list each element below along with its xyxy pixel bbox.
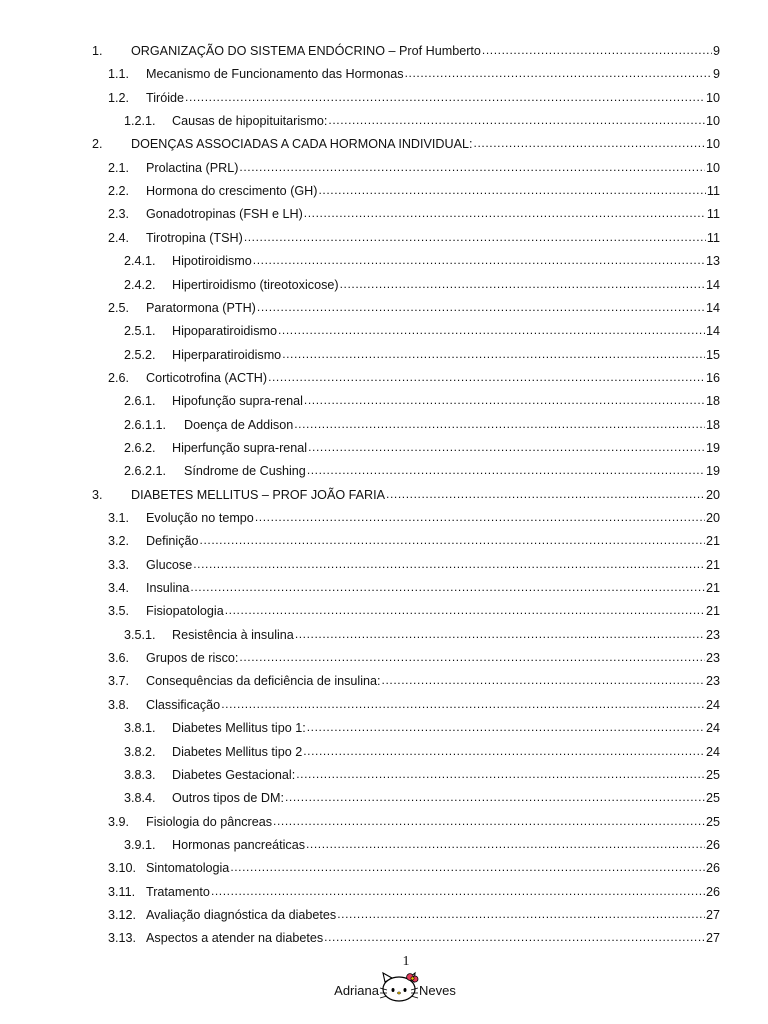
toc-entry[interactable] [108, 206, 720, 222]
toc-entry-page: 18 [705, 394, 720, 409]
toc-entry-number: 3.8.1. [124, 721, 156, 736]
toc-entry-page: 9 [712, 67, 720, 82]
author-last-name: Neves [418, 983, 456, 998]
toc-dot-leader [273, 814, 705, 826]
toc-entry-title: Evolução no tempo [146, 511, 254, 525]
toc-entry-title: Diabetes Mellitus tipo 1: [172, 721, 306, 736]
toc-dot-leader [296, 767, 705, 779]
toc-entry-number: 2.6.2.1. [124, 464, 167, 479]
toc-entry-title: Hormona do crescimento (GH) [146, 184, 318, 199]
toc-dot-leader [282, 347, 705, 359]
toc-entry-page: 19 [705, 440, 720, 455]
toc-entry-page: 26 [705, 884, 720, 899]
toc-entry-title: Consequências da deficiência de insulina: [146, 674, 381, 689]
toc-entry-number: 3.8.3. [124, 767, 156, 782]
toc-entry-title: ORGANIZAÇÃO DO SISTEMA ENDÓCRINO – Prof Humberto [131, 44, 481, 58]
toc-entry[interactable] [92, 43, 720, 59]
toc-entry-title: Tirotropina (TSH) [146, 230, 243, 245]
toc-dot-leader [239, 160, 705, 172]
toc-dot-leader [190, 580, 705, 592]
toc-entry-number: 3.5.1. [124, 627, 156, 642]
toc-entry[interactable] [108, 650, 720, 666]
toc-dot-leader [307, 720, 705, 732]
toc-entry-title: Grupos de risco: [146, 651, 239, 666]
toc-entry-title: Glucose [146, 557, 193, 572]
toc-dot-leader [253, 253, 705, 265]
toc-entry-page: 27 [705, 907, 720, 922]
toc-entry-number: 3.11. [108, 884, 136, 899]
toc-entry[interactable] [108, 930, 720, 946]
toc-dot-leader [405, 66, 712, 78]
toc-dot-leader [257, 300, 705, 312]
toc-dot-leader [306, 837, 705, 849]
toc-entry[interactable] [108, 814, 720, 830]
toc-entry-number: 3.4. [108, 581, 130, 596]
toc-entry[interactable] [124, 720, 720, 736]
toc-entry[interactable] [124, 253, 720, 269]
toc-entry-title: Fisiopatologia [146, 604, 224, 619]
toc-dot-leader [386, 487, 705, 499]
toc-entry[interactable] [108, 90, 720, 106]
toc-entry[interactable] [108, 370, 720, 386]
toc-entry-title: Síndrome de Cushing [184, 464, 306, 479]
toc-entry-title: Hipoparatiroidismo [172, 324, 277, 339]
toc-entry-page: 21 [705, 604, 720, 619]
toc-entry[interactable] [124, 347, 720, 363]
toc-entry-page: 16 [705, 370, 720, 385]
toc-dot-leader [303, 744, 705, 756]
toc-entry-title: Hipofunção supra-renal [172, 394, 303, 409]
toc-entry[interactable] [92, 136, 720, 152]
toc-entry[interactable] [108, 300, 720, 316]
toc-entry-page: 10 [705, 160, 720, 175]
toc-entry-number: 3.5. [108, 604, 130, 619]
toc-entry-number: 3.12. [108, 907, 137, 922]
toc-entry-title: Hiperfunção supra-renal [172, 440, 308, 455]
toc-dot-leader [239, 650, 705, 662]
page-footer [0, 970, 768, 1004]
toc-entry[interactable] [108, 907, 720, 923]
toc-entry[interactable] [108, 230, 720, 246]
toc-dot-leader [185, 90, 705, 102]
toc-entry-number: 3.9.1. [124, 837, 156, 852]
toc-dot-leader [308, 440, 705, 452]
toc-entry-number: 2.4.2. [124, 277, 156, 292]
toc-entry-page: 18 [705, 417, 720, 432]
toc-entry-number: 3.7. [108, 674, 130, 689]
toc-entry[interactable] [108, 533, 720, 549]
toc-entry-number: 1. [92, 44, 103, 58]
toc-entry-number: 3.1. [108, 511, 130, 525]
toc-dot-leader [255, 510, 705, 522]
toc-entry[interactable] [108, 884, 720, 900]
toc-entry-number: 3.2. [108, 534, 130, 549]
toc-entry-title: Hormonas pancreáticas [172, 837, 305, 852]
toc-entry[interactable] [108, 160, 720, 176]
toc-entry-number: 3.10. [108, 861, 137, 876]
toc-dot-leader [337, 907, 705, 919]
toc-entry-page: 21 [705, 581, 720, 596]
toc-entry[interactable] [124, 837, 720, 853]
toc-entry-title: Sintomatologia [146, 861, 230, 876]
toc-entry-page: 10 [705, 90, 720, 105]
toc-entry-title: Aspectos a atender na diabetes [146, 931, 324, 946]
toc-entry-number: 2. [92, 137, 103, 152]
toc-entry[interactable] [124, 744, 720, 760]
toc-entry-page: 27 [705, 931, 720, 946]
toc-dot-leader [304, 206, 706, 218]
toc-entry-number: 2.2. [108, 184, 130, 199]
toc-dot-leader [278, 323, 705, 335]
toc-entry[interactable] [108, 510, 720, 526]
toc-entry-page: 23 [705, 627, 720, 642]
toc-entry-page: 21 [705, 557, 720, 572]
toc-entry-title: Outros tipos de DM: [172, 791, 284, 806]
toc-entry-number: 2.5. [108, 300, 130, 315]
toc-entry-number: 3.8.4. [124, 791, 156, 806]
toc-entry-number: 3.3. [108, 557, 130, 572]
toc-entry-title: Hipertiroidismo (tireotoxicose) [172, 277, 339, 292]
toc-dot-leader [324, 930, 705, 942]
toc-entry[interactable] [124, 113, 720, 129]
toc-entry-title: Diabetes Mellitus tipo 2 [172, 744, 303, 759]
toc-entry-title: Doença de Addison [184, 417, 294, 432]
toc-dot-leader [340, 277, 705, 289]
toc-dot-leader [268, 370, 705, 382]
toc-entry-number: 2.6.2. [124, 440, 156, 455]
toc-entry-title: Hipotiroidismo [172, 254, 252, 269]
toc-entry-title: Avaliação diagnóstica da diabetes [146, 907, 337, 922]
toc-dot-leader [318, 183, 705, 195]
toc-entry[interactable] [108, 673, 720, 689]
toc-entry[interactable] [124, 393, 720, 409]
toc-entry-number: 3.8. [108, 697, 130, 712]
toc-entry-page: 10 [705, 114, 720, 129]
toc-entry-number: 2.6.1. [124, 394, 156, 409]
toc-entry-title: Causas de hipopituitarismo: [172, 114, 328, 129]
toc-entry-number: 2.6. [108, 370, 130, 385]
toc-entry-page: 19 [705, 464, 720, 479]
toc-entry-number: 3.13. [108, 931, 137, 946]
toc-dot-leader [211, 884, 705, 896]
toc-dot-leader [294, 417, 705, 429]
toc-entry-number: 3.6. [108, 651, 130, 666]
toc-entry-title: Hiperparatiroidismo [172, 347, 282, 362]
toc-entry-title: Tratamento [146, 884, 210, 899]
toc-entry-title: Fisiologia do pâncreas [146, 814, 273, 829]
toc-entry[interactable] [92, 487, 720, 503]
toc-dot-leader [285, 790, 705, 802]
toc-entry-page: 20 [705, 487, 720, 502]
toc-entry-title: Prolactina (PRL) [146, 160, 239, 175]
toc-entry-page: 9 [712, 44, 720, 58]
toc-entry-title: Classificação [146, 697, 221, 712]
hello-kitty-icon [379, 970, 419, 1004]
toc-entry[interactable] [108, 557, 720, 573]
toc-entry[interactable] [124, 417, 720, 433]
toc-entry-title: Diabetes Gestacional: [172, 767, 296, 782]
toc-entry-page: 14 [705, 277, 720, 292]
toc-entry-title: Mecanismo de Funcionamento das Hormonas [146, 67, 404, 82]
toc-entry-page: 23 [705, 651, 720, 666]
toc-entry[interactable] [108, 66, 720, 82]
toc-entry-page: 14 [705, 324, 720, 339]
toc-entry-title: Resistência à insulina [172, 627, 294, 642]
toc-entry[interactable] [108, 183, 720, 199]
toc-entry[interactable] [124, 323, 720, 339]
toc-dot-leader [230, 860, 705, 872]
toc-entry-page: 11 [706, 184, 720, 199]
toc-entry-number: 2.4. [108, 230, 130, 245]
toc-dot-leader [221, 697, 705, 709]
toc-entry-page: 25 [705, 814, 720, 829]
toc-entry-number: 2.1. [108, 160, 130, 175]
toc-entry[interactable] [124, 277, 720, 293]
toc-dot-leader [307, 463, 705, 475]
toc-entry-page: 24 [705, 697, 720, 712]
toc-dot-leader [244, 230, 706, 242]
toc-entry-page: 10 [705, 137, 720, 152]
toc-entry-title: Paratormona (PTH) [146, 300, 256, 315]
toc-dot-leader [225, 603, 705, 615]
toc-dot-leader [193, 557, 705, 569]
toc-dot-leader [295, 627, 705, 639]
toc-entry-title: DIABETES MELLITUS – PROF JOÃO FARIA [131, 487, 386, 502]
toc-entry-page: 13 [705, 254, 720, 269]
toc-entry[interactable] [124, 440, 720, 456]
toc-dot-leader [328, 113, 705, 125]
toc-entry-title: DOENÇAS ASSOCIADAS A CADA HORMONA INDIVIDUAL: [131, 137, 473, 152]
toc-entry-page: 20 [705, 511, 720, 525]
toc-entry[interactable] [108, 603, 720, 619]
toc-entry-number: 2.5.1. [124, 324, 156, 339]
toc-entry[interactable] [124, 790, 720, 806]
toc-entry[interactable] [124, 463, 720, 479]
toc-entry-page: 26 [705, 837, 720, 852]
toc-entry-title: Definição [146, 534, 199, 549]
toc-entry-page: 23 [705, 674, 720, 689]
toc-entry-page: 21 [705, 534, 720, 549]
toc-entry-page: 24 [705, 744, 720, 759]
toc-entry-number: 3. [92, 487, 103, 502]
toc-entry-title: Gonadotropinas (FSH e LH) [146, 207, 303, 222]
toc-entry[interactable] [108, 697, 720, 713]
toc-entry-page: 24 [705, 721, 720, 736]
toc-entry-page: 11 [706, 230, 720, 245]
toc-dot-leader [482, 43, 712, 55]
toc-entry[interactable] [108, 860, 720, 876]
toc-dot-leader [474, 136, 705, 148]
toc-entry-number: 1.2.1. [124, 114, 156, 129]
toc-entry-number: 1.2. [108, 90, 130, 105]
toc-entry-number: 2.5.2. [124, 347, 156, 362]
toc-entry-number: 2.4.1. [124, 254, 156, 269]
toc-entry[interactable] [124, 767, 720, 783]
page-number: 1 [402, 954, 410, 969]
toc-entry-number: 2.6.1.1. [124, 417, 167, 432]
toc-dot-leader [382, 673, 705, 685]
toc-entry-title: Insulina [146, 581, 190, 596]
toc-entry-number: 3.8.2. [124, 744, 156, 759]
toc-dot-leader [200, 533, 705, 545]
toc-entry-page: 25 [705, 791, 720, 806]
toc-entry-page: 15 [705, 347, 720, 362]
toc-entry-number: 3.9. [108, 814, 130, 829]
toc-entry-number: 1.1. [108, 67, 130, 82]
toc-entry-page: 11 [706, 207, 720, 222]
toc-entry[interactable] [108, 580, 720, 596]
toc-dot-leader [304, 393, 705, 405]
toc-entry-title: Corticotrofina (ACTH) [146, 370, 268, 385]
toc-entry-page: 25 [705, 767, 720, 782]
toc-entry[interactable] [124, 627, 720, 643]
toc-entry-number: 2.3. [108, 207, 130, 222]
toc-entry-title: Tiróide [146, 90, 185, 105]
toc-entry-page: 14 [705, 300, 720, 315]
toc-entry-page: 26 [705, 861, 720, 876]
author-first-name: Adriana [334, 983, 379, 998]
